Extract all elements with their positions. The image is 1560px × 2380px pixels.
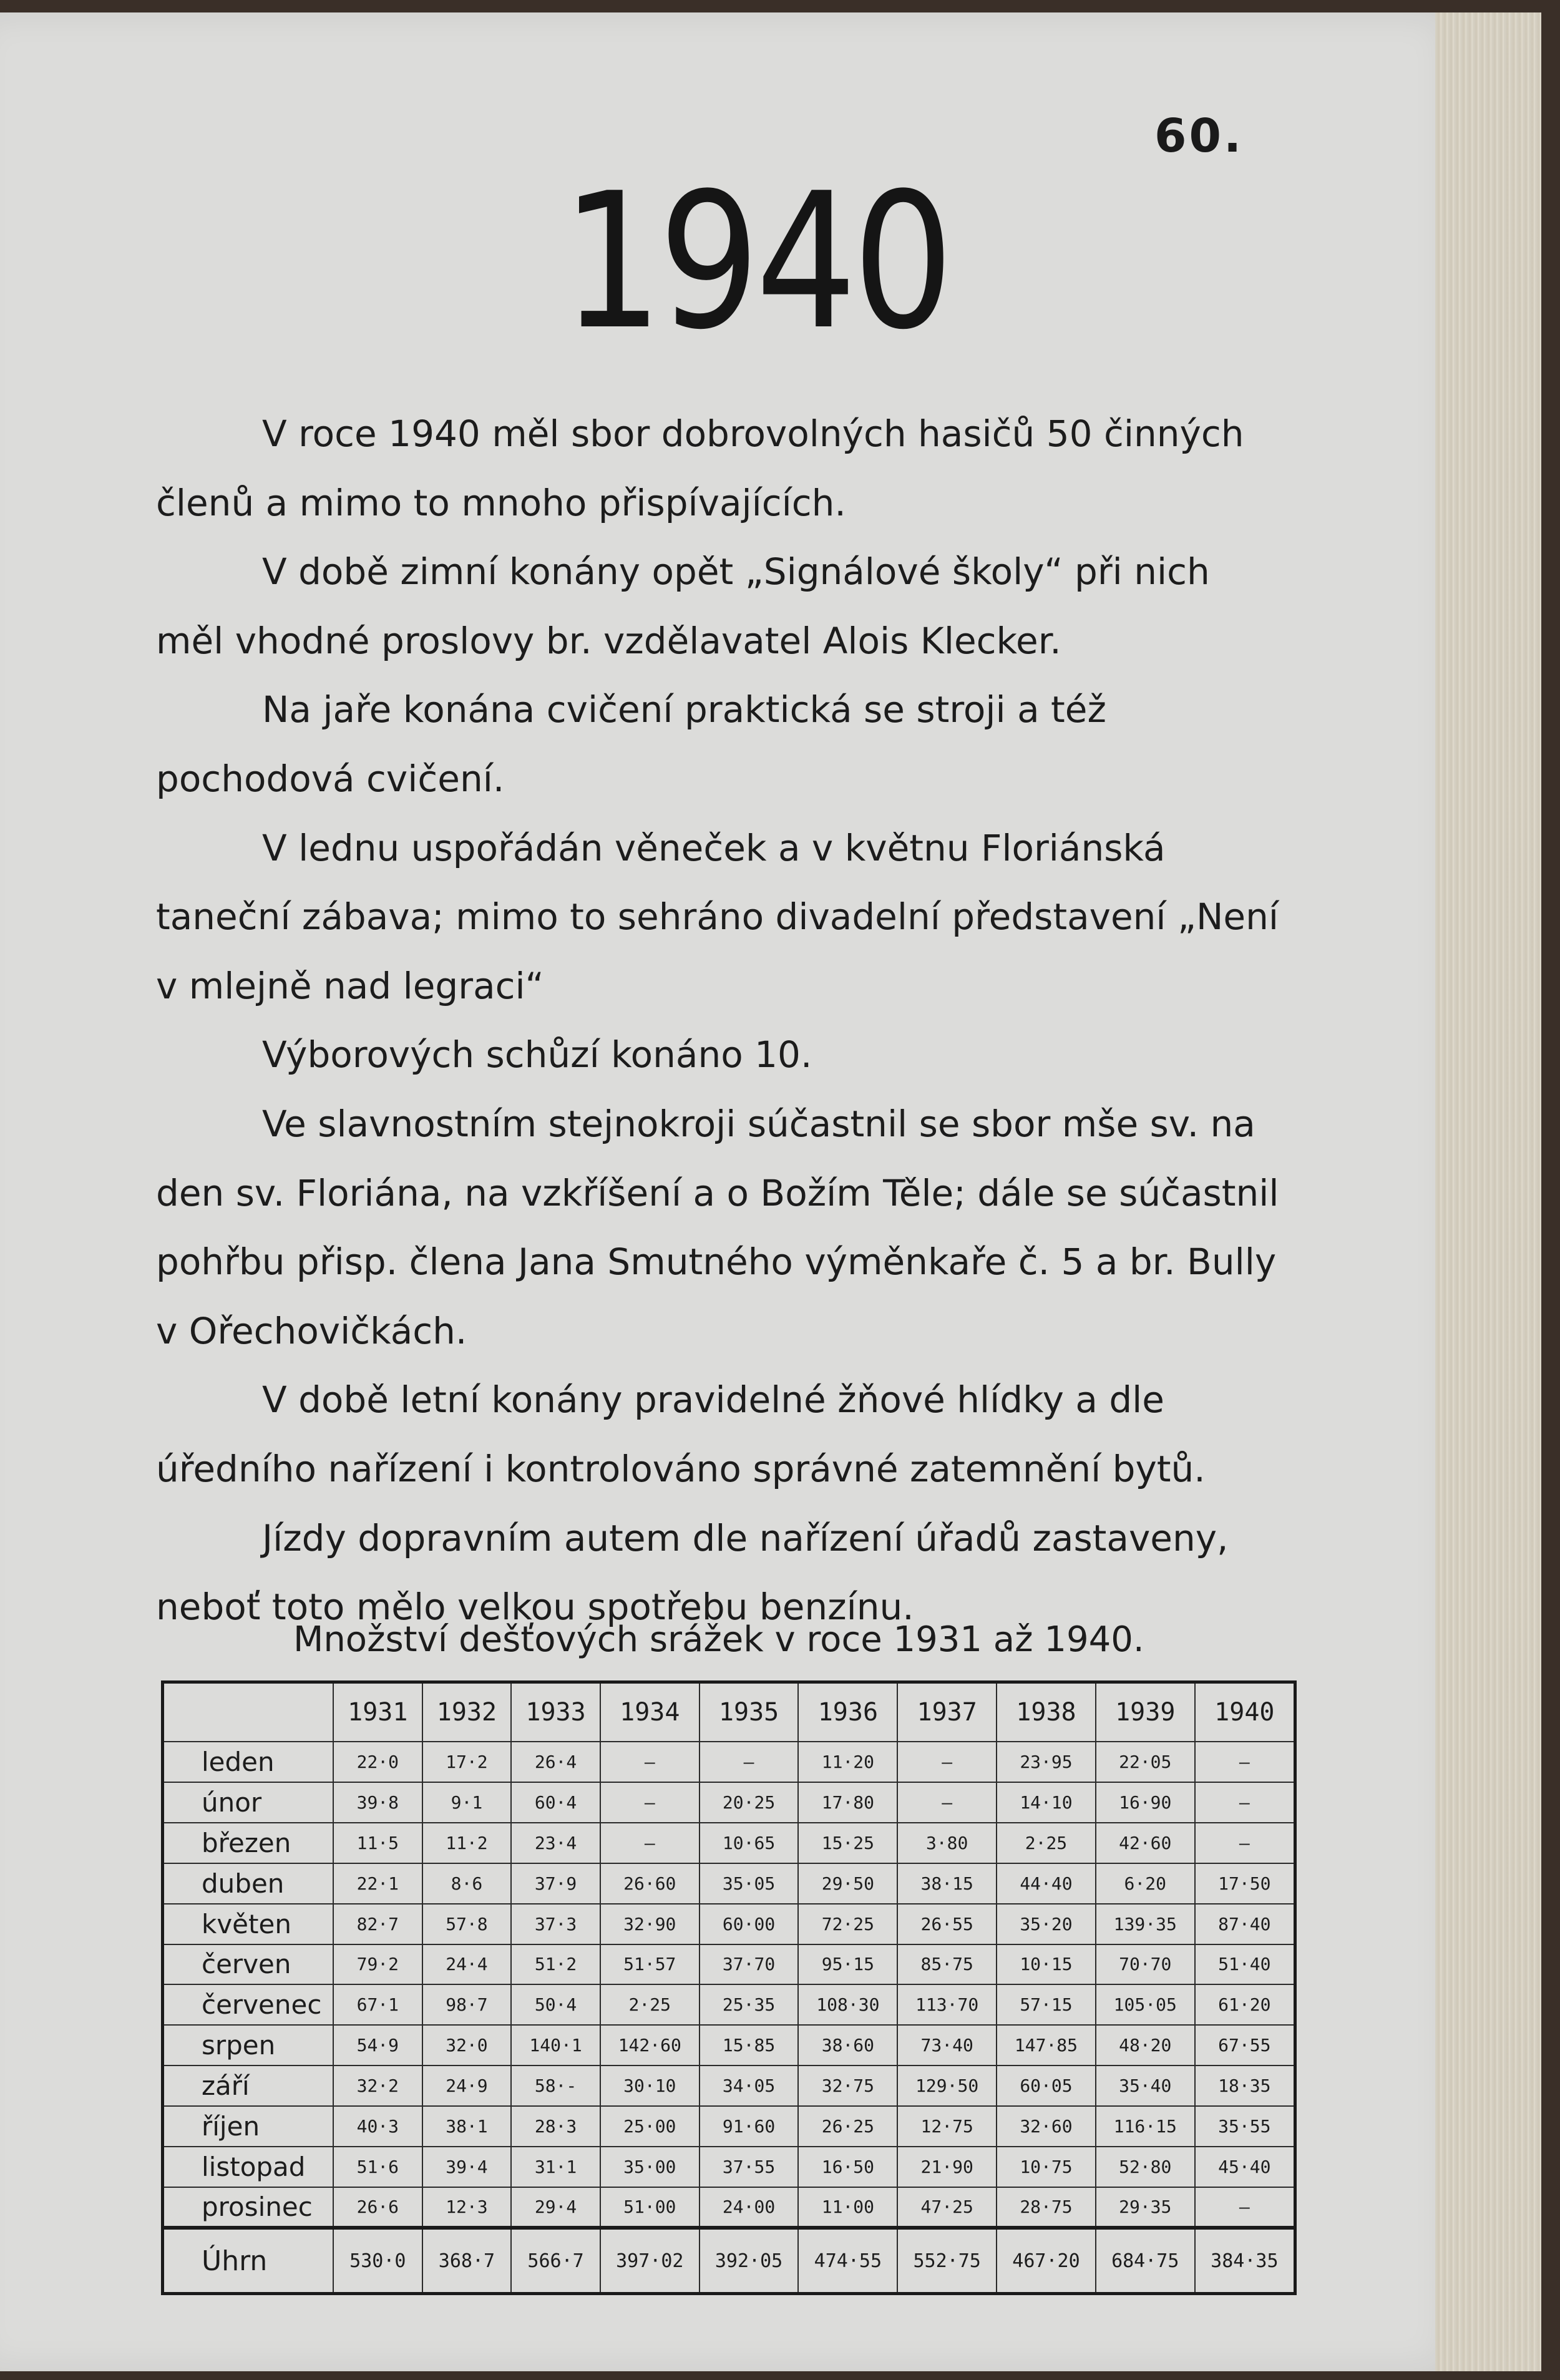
rain-value: 91·60	[700, 2106, 799, 2147]
rain-value: 12·75	[897, 2106, 997, 2147]
rain-value: 17·50	[1195, 1863, 1295, 1904]
rain-value: —	[897, 1742, 997, 1782]
rain-value: 32·2	[333, 2065, 422, 2106]
rain-value: 26·4	[511, 1742, 600, 1782]
rain-value: 54·9	[333, 2025, 422, 2065]
year-header: 1932	[422, 1682, 512, 1742]
total-value: 474·55	[798, 2228, 897, 2294]
rain-value: 45·40	[1195, 2147, 1295, 2187]
table-row	[163, 2106, 1295, 2147]
rain-value: 37·70	[700, 1944, 799, 1985]
rain-value: 17·2	[422, 1742, 512, 1782]
rain-value: 44·40	[997, 1863, 1096, 1904]
rain-table-title: Množství dešťových srážek v roce 1931 až 1940.	[293, 1619, 1144, 1660]
rain-value: 48·20	[1096, 2025, 1195, 2065]
month-label: listopad	[163, 2147, 334, 2187]
month-label: září	[163, 2065, 334, 2106]
rain-value: 18·35	[1195, 2065, 1295, 2106]
table-row	[163, 1944, 1295, 1985]
rain-value: —	[1195, 1782, 1295, 1823]
rain-value: 60·00	[700, 1904, 799, 1944]
total-row	[163, 2228, 1295, 2294]
rain-value: 61·20	[1195, 1984, 1295, 2025]
rain-value: 35·05	[700, 1863, 799, 1904]
rain-value: 11·00	[798, 2187, 897, 2228]
rain-value: 67·55	[1195, 2025, 1295, 2065]
rain-value: 70·70	[1096, 1944, 1195, 1985]
rain-value: 39·8	[333, 1782, 422, 1823]
rain-value: 30·10	[600, 2065, 700, 2106]
rain-value: 28·75	[997, 2187, 1096, 2228]
rain-value: 38·15	[897, 1863, 997, 1904]
rain-value: 51·2	[511, 1944, 600, 1985]
month-label: červenec	[163, 1984, 334, 2025]
rain-value: 32·60	[997, 2106, 1096, 2147]
rain-value: 35·00	[600, 2147, 700, 2187]
rain-value: 67·1	[333, 1984, 422, 2025]
rain-value: 14·10	[997, 1782, 1096, 1823]
year-header: 1934	[600, 1682, 700, 1742]
rain-value: 21·90	[897, 2147, 997, 2187]
rain-value: 26·55	[897, 1904, 997, 1944]
rain-value: 2·25	[600, 1984, 700, 2025]
paragraph-ceremonies: Ve slavnostním stejnokroji súčastnil se sbor mše sv. na den sv. Floriána, na vzkříšení a o Božím Těle; dále se súčastnil pohřbu přisp. člena Jana Smutného výměnkaře č. 5 a br. Bully v Ořechovičkách.	[156, 1102, 1279, 1352]
month-label: srpen	[163, 2025, 334, 2065]
rain-value: 31·1	[511, 2147, 600, 2187]
rain-value: —	[600, 1782, 700, 1823]
year-title: 1940	[562, 153, 950, 371]
rain-value: —	[600, 1823, 700, 1863]
rain-value: 22·1	[333, 1863, 422, 1904]
rain-value: 24·4	[422, 1944, 512, 1985]
rain-value: 98·7	[422, 1984, 512, 2025]
rain-value: 51·6	[333, 2147, 422, 2187]
total-value: 384·35	[1195, 2228, 1295, 2294]
rain-value: 57·15	[997, 1984, 1096, 2025]
rain-value: 12·3	[422, 2187, 512, 2228]
month-label: květen	[163, 1904, 334, 1944]
corner-cell	[163, 1682, 334, 1742]
rain-value: 22·0	[333, 1742, 422, 1782]
table-row	[163, 1863, 1295, 1904]
total-value: 368·7	[422, 2228, 512, 2294]
rainfall-table	[161, 1680, 1297, 2295]
table-row	[163, 1984, 1295, 2025]
rain-value: 24·9	[422, 2065, 512, 2106]
table-row	[163, 2025, 1295, 2065]
rain-value: 73·40	[897, 2025, 997, 2065]
rain-value: 37·3	[511, 1904, 600, 1944]
rain-value: 3·80	[897, 1823, 997, 1863]
rain-value: 57·8	[422, 1904, 512, 1944]
rain-value: —	[897, 1782, 997, 1823]
rain-value: 60·4	[511, 1782, 600, 1823]
rain-value: 6·20	[1096, 1863, 1195, 1904]
rain-value: 11·2	[422, 1823, 512, 1863]
year-header: 1931	[333, 1682, 422, 1742]
table-row	[163, 2147, 1295, 2187]
rain-value: 95·15	[798, 1944, 897, 1985]
month-label: duben	[163, 1863, 334, 1904]
rain-value: 37·9	[511, 1863, 600, 1904]
rain-value: 32·90	[600, 1904, 700, 1944]
rain-value: 23·4	[511, 1823, 600, 1863]
rain-value: 147·85	[997, 2025, 1096, 2065]
paragraph-summer-watch: V době letní konány pravidelné žňové hlídky a dle úředního nařízení i kontrolováno správné zatemnění bytů.	[156, 1378, 1206, 1490]
page-edge	[1435, 12, 1541, 2371]
rain-value: 15·85	[700, 2025, 799, 2065]
rain-value: 37·55	[700, 2147, 799, 2187]
rain-value: 23·95	[997, 1742, 1096, 1782]
rain-value: 9·1	[422, 1782, 512, 1823]
rain-value: 40·3	[333, 2106, 422, 2147]
rain-value: 39·4	[422, 2147, 512, 2187]
rain-value: 51·00	[600, 2187, 700, 2228]
year-header: 1940	[1195, 1682, 1295, 1742]
rain-value: 28·3	[511, 2106, 600, 2147]
rain-value: 87·40	[1195, 1904, 1295, 1944]
paragraph-events: V lednu uspořádán věneček a v květnu Floriánská taneční zábava; mimo to sehráno divadelní představení „Není v mlejně nad legraci“	[156, 826, 1279, 1007]
total-value: 566·7	[511, 2228, 600, 2294]
month-label: říjen	[163, 2106, 334, 2147]
rain-value: 82·7	[333, 1904, 422, 1944]
rain-value: 129·50	[897, 2065, 997, 2106]
rain-value: 35·20	[997, 1904, 1096, 1944]
rain-value: 26·6	[333, 2187, 422, 2228]
rain-value: 29·35	[1096, 2187, 1195, 2228]
rain-value: 139·35	[1096, 1904, 1195, 1944]
rain-value: 10·15	[997, 1944, 1096, 1985]
year-header: 1938	[997, 1682, 1096, 1742]
year-header-row	[163, 1682, 1295, 1742]
year-header: 1936	[798, 1682, 897, 1742]
rain-value: —	[700, 1742, 799, 1782]
month-label: prosinec	[163, 2187, 334, 2228]
rain-value: 2·25	[997, 1823, 1096, 1863]
rain-value: 142·60	[600, 2025, 700, 2065]
total-value: 467·20	[997, 2228, 1096, 2294]
rain-value: 35·40	[1096, 2065, 1195, 2106]
paragraph-spring-exercises: Na jaře konána cvičení praktická se stroji a též pochodová cvičení.	[156, 688, 1106, 800]
rain-value: 51·40	[1195, 1944, 1295, 1985]
rain-value: 22·05	[1096, 1742, 1195, 1782]
rain-value: 29·50	[798, 1863, 897, 1904]
rain-value: 26·25	[798, 2106, 897, 2147]
rain-value: —	[1195, 2187, 1295, 2228]
rain-value: 32·75	[798, 2065, 897, 2106]
rain-value: 35·55	[1195, 2106, 1295, 2147]
paragraph-members: V roce 1940 měl sbor dobrovolných hasičů 50 činných členů a mimo to mnoho přispívajících.	[156, 412, 1244, 524]
rain-value: 105·05	[1096, 1984, 1195, 2025]
rain-value: 50·4	[511, 1984, 600, 2025]
rain-value: 42·60	[1096, 1823, 1195, 1863]
rainfall-rows	[163, 1742, 1295, 2228]
year-header: 1937	[897, 1682, 997, 1742]
rain-value: 58·-	[511, 2065, 600, 2106]
rain-value: 85·75	[897, 1944, 997, 1985]
total-label: Úhrn	[163, 2228, 334, 2294]
rain-value: 11·20	[798, 1742, 897, 1782]
rain-value: —	[1195, 1742, 1295, 1782]
total-value: 684·75	[1096, 2228, 1195, 2294]
rain-value: 26·60	[600, 1863, 700, 1904]
rain-value: 25·35	[700, 1984, 799, 2025]
month-label: leden	[163, 1742, 334, 1782]
table-row	[163, 1823, 1295, 1863]
rain-value: 60·05	[997, 2065, 1096, 2106]
table-row	[163, 1742, 1295, 1782]
rain-value: 113·70	[897, 1984, 997, 2025]
rain-value: 108·30	[798, 1984, 897, 2025]
rain-value: 79·2	[333, 1944, 422, 1985]
total-value: 530·0	[333, 2228, 422, 2294]
year-header: 1935	[700, 1682, 799, 1742]
rain-value: 140·1	[511, 2025, 600, 2065]
rain-value: 16·50	[798, 2147, 897, 2187]
rain-value: 51·57	[600, 1944, 700, 1985]
rain-value: 20·25	[700, 1782, 799, 1823]
rain-value: 47·25	[897, 2187, 997, 2228]
rain-value: 8·6	[422, 1863, 512, 1904]
rain-value: 52·80	[1096, 2147, 1195, 2187]
rain-value: 38·1	[422, 2106, 512, 2147]
table-row	[163, 2065, 1295, 2106]
paragraph-signal-schools: V době zimní konány opět „Signálové školy“ při nich měl vhodné proslovy br. vzdělavatel Alois Klecker.	[156, 550, 1210, 662]
total-value: 392·05	[700, 2228, 799, 2294]
total-value: 397·02	[600, 2228, 700, 2294]
rain-value: 17·80	[798, 1782, 897, 1823]
rain-value: —	[600, 1742, 700, 1782]
table-row	[163, 1904, 1295, 1944]
rain-value: 72·25	[798, 1904, 897, 1944]
rain-value: 11·5	[333, 1823, 422, 1863]
table-row	[163, 2187, 1295, 2228]
total-value: 552·75	[897, 2228, 997, 2294]
month-label: červen	[163, 1944, 334, 1985]
chronicle-text	[156, 399, 1279, 1642]
rain-value: 34·05	[700, 2065, 799, 2106]
month-label: únor	[163, 1782, 334, 1823]
rain-value: 32·0	[422, 2025, 512, 2065]
page-number: 60.	[1154, 109, 1244, 163]
rain-value: 16·90	[1096, 1782, 1195, 1823]
rain-value: 25·00	[600, 2106, 700, 2147]
rain-value: 10·75	[997, 2147, 1096, 2187]
paragraph-vehicle: Jízdy dopravním autem dle nařízení úřadů zastaveny, neboť toto mělo velkou spotřebu benzínu.	[156, 1516, 1229, 1629]
rain-value: 29·4	[511, 2187, 600, 2228]
rain-value: 15·25	[798, 1823, 897, 1863]
rain-value: 10·65	[700, 1823, 799, 1863]
rain-value: 24·00	[700, 2187, 799, 2228]
rain-value: 38·60	[798, 2025, 897, 2065]
table-row	[163, 1782, 1295, 1823]
paragraph-meetings: Výborových schůzí konáno 10.	[262, 1033, 812, 1076]
month-label: březen	[163, 1823, 334, 1863]
year-header: 1933	[511, 1682, 600, 1742]
year-header: 1939	[1096, 1682, 1195, 1742]
rain-value: 116·15	[1096, 2106, 1195, 2147]
rain-value: —	[1195, 1823, 1295, 1863]
